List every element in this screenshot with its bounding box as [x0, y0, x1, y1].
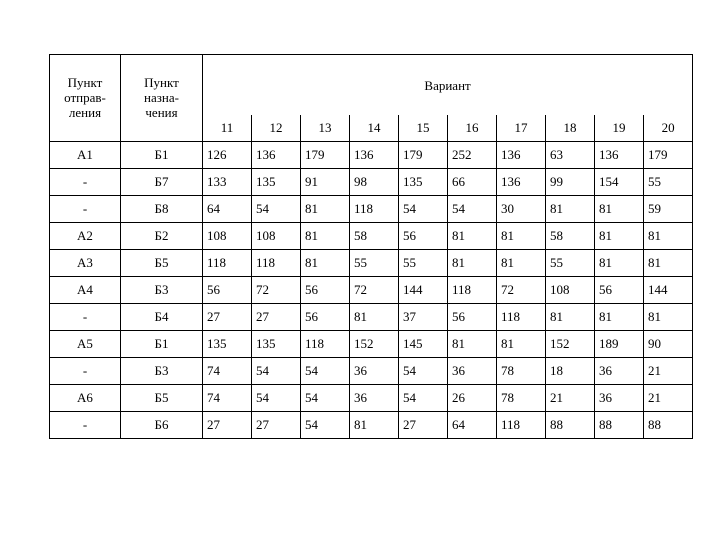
value-cell: 88 — [595, 411, 644, 438]
destination-point-cell: Б6 — [121, 411, 203, 438]
variant-number: 12 — [252, 115, 301, 141]
origin-point-cell: - — [50, 303, 121, 330]
value-cell: 136 — [595, 141, 644, 168]
value-cell: 81 — [595, 303, 644, 330]
value-cell: 27 — [203, 303, 252, 330]
value-cell: 252 — [448, 141, 497, 168]
table-header — [50, 55, 693, 142]
value-cell: 152 — [546, 330, 595, 357]
origin-point-cell: - — [50, 357, 121, 384]
value-cell: 118 — [350, 195, 399, 222]
destination-point-cell: Б1 — [121, 330, 203, 357]
value-cell: 179 — [301, 141, 350, 168]
value-cell: 189 — [595, 330, 644, 357]
value-cell: 54 — [252, 195, 301, 222]
header-from-line: отправ- — [64, 90, 106, 106]
value-cell: 118 — [252, 249, 301, 276]
value-cell: 27 — [399, 411, 448, 438]
value-cell: 126 — [203, 141, 252, 168]
destination-point-cell: Б2 — [121, 222, 203, 249]
value-cell: 21 — [644, 384, 693, 411]
value-cell: 21 — [546, 384, 595, 411]
value-cell: 54 — [252, 357, 301, 384]
value-cell: 81 — [301, 222, 350, 249]
value-cell: 18 — [546, 357, 595, 384]
value-cell: 58 — [350, 222, 399, 249]
value-cell: 56 — [203, 276, 252, 303]
value-cell: 88 — [644, 411, 693, 438]
value-cell: 63 — [546, 141, 595, 168]
destination-point-cell: Б5 — [121, 384, 203, 411]
value-cell: 27 — [203, 411, 252, 438]
transport-table — [49, 54, 693, 439]
value-cell: 88 — [546, 411, 595, 438]
value-cell: 144 — [399, 276, 448, 303]
value-cell: 108 — [252, 222, 301, 249]
value-cell: 81 — [546, 303, 595, 330]
value-cell: 54 — [301, 384, 350, 411]
value-cell: 55 — [399, 249, 448, 276]
value-cell: 133 — [203, 168, 252, 195]
value-cell: 118 — [448, 276, 497, 303]
value-cell: 81 — [546, 195, 595, 222]
table-row — [50, 141, 693, 168]
value-cell: 81 — [595, 195, 644, 222]
value-cell: 136 — [497, 141, 546, 168]
value-cell: 179 — [399, 141, 448, 168]
value-cell: 81 — [350, 303, 399, 330]
value-cell: 78 — [497, 384, 546, 411]
table-row — [50, 195, 693, 222]
variant-number: 18 — [546, 115, 595, 141]
value-cell: 144 — [644, 276, 693, 303]
value-cell: 26 — [448, 384, 497, 411]
value-cell: 74 — [203, 357, 252, 384]
value-cell: 81 — [497, 222, 546, 249]
destination-point-cell: Б3 — [121, 276, 203, 303]
origin-point-cell: А2 — [50, 222, 121, 249]
value-cell: 36 — [350, 384, 399, 411]
header-to-line: назна- — [144, 90, 179, 106]
table-row — [50, 330, 693, 357]
destination-point-cell: Б7 — [121, 168, 203, 195]
header-variant: Вариант — [203, 55, 693, 116]
value-cell: 21 — [644, 357, 693, 384]
value-cell: 179 — [644, 141, 693, 168]
value-cell: 64 — [203, 195, 252, 222]
table-row — [50, 303, 693, 330]
value-cell: 81 — [497, 249, 546, 276]
value-cell: 54 — [301, 357, 350, 384]
table-row — [50, 249, 693, 276]
variant-number: 13 — [301, 115, 350, 141]
value-cell: 55 — [644, 168, 693, 195]
origin-point-cell: А3 — [50, 249, 121, 276]
value-cell: 118 — [497, 411, 546, 438]
value-cell: 54 — [399, 357, 448, 384]
value-cell: 72 — [350, 276, 399, 303]
destination-point-cell: Б5 — [121, 249, 203, 276]
header-to-line: чения — [145, 105, 178, 121]
variant-number: 19 — [595, 115, 644, 141]
origin-point-cell: А5 — [50, 330, 121, 357]
value-cell: 36 — [448, 357, 497, 384]
origin-point-cell: А6 — [50, 384, 121, 411]
variant-number: 11 — [203, 115, 252, 141]
value-cell: 81 — [448, 222, 497, 249]
table-row — [50, 384, 693, 411]
origin-point-cell: А4 — [50, 276, 121, 303]
origin-point-cell: - — [50, 168, 121, 195]
value-cell: 81 — [595, 249, 644, 276]
value-cell: 81 — [350, 411, 399, 438]
value-cell: 81 — [644, 249, 693, 276]
value-cell: 56 — [301, 276, 350, 303]
value-cell: 27 — [252, 303, 301, 330]
value-cell: 72 — [497, 276, 546, 303]
value-cell: 54 — [399, 195, 448, 222]
origin-point-cell: - — [50, 195, 121, 222]
value-cell: 118 — [301, 330, 350, 357]
destination-point-cell: Б4 — [121, 303, 203, 330]
value-cell: 135 — [399, 168, 448, 195]
value-cell: 118 — [497, 303, 546, 330]
value-cell: 81 — [448, 330, 497, 357]
origin-point-cell: А1 — [50, 141, 121, 168]
variant-number: 17 — [497, 115, 546, 141]
value-cell: 90 — [644, 330, 693, 357]
value-cell: 56 — [595, 276, 644, 303]
value-cell: 108 — [203, 222, 252, 249]
value-cell: 54 — [448, 195, 497, 222]
value-cell: 55 — [546, 249, 595, 276]
value-cell: 81 — [497, 330, 546, 357]
variant-number: 16 — [448, 115, 497, 141]
value-cell: 30 — [497, 195, 546, 222]
value-cell: 56 — [399, 222, 448, 249]
table-row — [50, 222, 693, 249]
destination-point-cell: Б1 — [121, 141, 203, 168]
value-cell: 36 — [595, 384, 644, 411]
table-row — [50, 357, 693, 384]
value-cell: 66 — [448, 168, 497, 195]
value-cell: 135 — [252, 330, 301, 357]
value-cell: 54 — [252, 384, 301, 411]
value-cell: 36 — [350, 357, 399, 384]
value-cell: 98 — [350, 168, 399, 195]
value-cell: 54 — [301, 411, 350, 438]
value-cell: 58 — [546, 222, 595, 249]
value-cell: 135 — [252, 168, 301, 195]
value-cell: 81 — [448, 249, 497, 276]
variant-number: 15 — [399, 115, 448, 141]
value-cell: 81 — [644, 222, 693, 249]
value-cell: 78 — [497, 357, 546, 384]
destination-point-cell: Б3 — [121, 357, 203, 384]
origin-point-cell: - — [50, 411, 121, 438]
value-cell: 91 — [301, 168, 350, 195]
value-cell: 55 — [350, 249, 399, 276]
value-cell: 81 — [301, 195, 350, 222]
header-from-line: Пункт — [67, 75, 103, 91]
variant-number: 14 — [350, 115, 399, 141]
value-cell: 136 — [350, 141, 399, 168]
table-row — [50, 411, 693, 438]
value-cell: 74 — [203, 384, 252, 411]
value-cell: 81 — [644, 303, 693, 330]
value-cell: 108 — [546, 276, 595, 303]
table-row — [50, 276, 693, 303]
table-body — [50, 141, 693, 438]
value-cell: 154 — [595, 168, 644, 195]
value-cell: 136 — [497, 168, 546, 195]
value-cell: 135 — [203, 330, 252, 357]
value-cell: 54 — [399, 384, 448, 411]
value-cell: 56 — [301, 303, 350, 330]
value-cell: 118 — [203, 249, 252, 276]
value-cell: 64 — [448, 411, 497, 438]
value-cell: 72 — [252, 276, 301, 303]
value-cell: 36 — [595, 357, 644, 384]
value-cell: 27 — [252, 411, 301, 438]
table-row — [50, 168, 693, 195]
value-cell: 81 — [595, 222, 644, 249]
value-cell: 56 — [448, 303, 497, 330]
value-cell: 145 — [399, 330, 448, 357]
header-to-line: Пункт — [144, 75, 179, 91]
value-cell: 152 — [350, 330, 399, 357]
value-cell: 59 — [644, 195, 693, 222]
header-from-line: ления — [68, 105, 102, 121]
header-to — [121, 55, 203, 142]
header-from — [50, 55, 121, 142]
value-cell: 99 — [546, 168, 595, 195]
value-cell: 81 — [301, 249, 350, 276]
value-cell: 37 — [399, 303, 448, 330]
variant-number: 20 — [644, 115, 693, 141]
destination-point-cell: Б8 — [121, 195, 203, 222]
value-cell: 136 — [252, 141, 301, 168]
